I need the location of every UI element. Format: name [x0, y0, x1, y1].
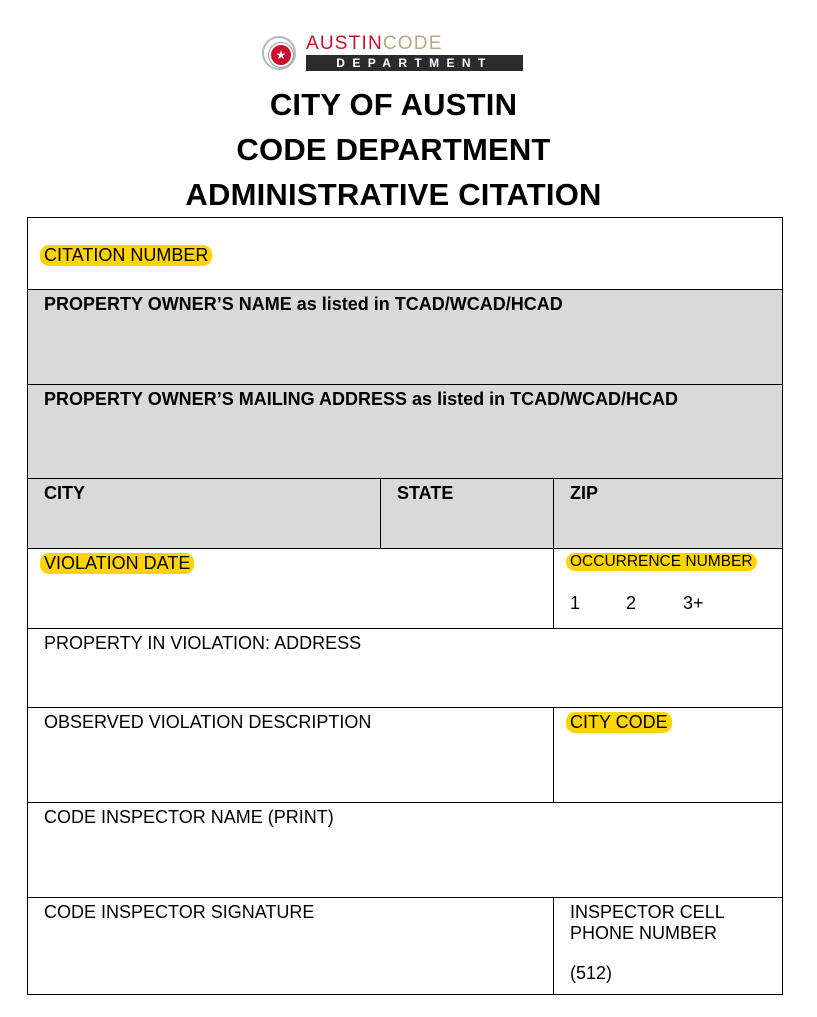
zip-field[interactable]: [553, 478, 783, 549]
citation-form: [27, 217, 783, 995]
occurrence-number-field: [553, 548, 783, 629]
owner-name-field[interactable]: [27, 289, 783, 385]
austin-code-logo: [262, 34, 524, 74]
inspector-phone-field[interactable]: [553, 897, 783, 995]
state-label: STATE: [397, 483, 454, 503]
observed-violation-field[interactable]: [27, 707, 554, 803]
occurrence-option-3plus[interactable]: 3+: [683, 593, 704, 613]
inspector-signature-field[interactable]: [27, 897, 554, 995]
city-code-field[interactable]: [553, 707, 783, 803]
title-citation: ADMINISTRATIVE CITATION: [185, 177, 602, 212]
area-code: (512): [570, 963, 613, 983]
property-address-field[interactable]: [27, 628, 783, 708]
state-field[interactable]: [380, 478, 554, 549]
city-field[interactable]: [27, 478, 381, 549]
title-city: CITY OF AUSTIN: [269, 87, 518, 122]
logo-department-bar: DEPARTMENT: [306, 55, 523, 71]
inspector-phone-label-1: INSPECTOR CELL: [570, 902, 725, 922]
inspector-name-field[interactable]: [27, 802, 783, 898]
inspector-signature-label: CODE INSPECTOR SIGNATURE: [44, 902, 315, 922]
logo-wordmark: AUSTINCODE: [306, 33, 443, 54]
occurrence-option-2[interactable]: 2: [626, 593, 637, 613]
occurrence-option-1[interactable]: 1: [570, 593, 581, 613]
citation-number-field[interactable]: [27, 217, 783, 290]
city-code-label: CITY CODE: [566, 712, 672, 733]
owner-name-label: PROPERTY OWNER’S NAME as listed in TCAD/WCAD/HCAD: [44, 294, 563, 314]
inspector-phone-label-2: PHONE NUMBER: [570, 923, 718, 943]
title-department: CODE DEPARTMENT: [236, 132, 551, 167]
citation-number-label: CITATION NUMBER: [40, 245, 212, 266]
inspector-name-label: CODE INSPECTOR NAME (PRINT): [44, 807, 334, 827]
property-address-label: PROPERTY IN VIOLATION: ADDRESS: [44, 633, 362, 653]
owner-address-field[interactable]: [27, 384, 783, 479]
city-seal-icon: ★: [262, 36, 296, 70]
zip-label: ZIP: [570, 483, 599, 503]
occurrence-number-label: OCCURRENCE NUMBER: [566, 553, 757, 571]
violation-date-field[interactable]: [27, 548, 554, 629]
observed-violation-label: OBSERVED VIOLATION DESCRIPTION: [44, 712, 372, 732]
owner-address-label: PROPERTY OWNER’S MAILING ADDRESS as listed in TCAD/WCAD/HCAD: [44, 389, 679, 409]
city-label: CITY: [44, 483, 86, 503]
violation-date-label: VIOLATION DATE: [40, 553, 194, 574]
